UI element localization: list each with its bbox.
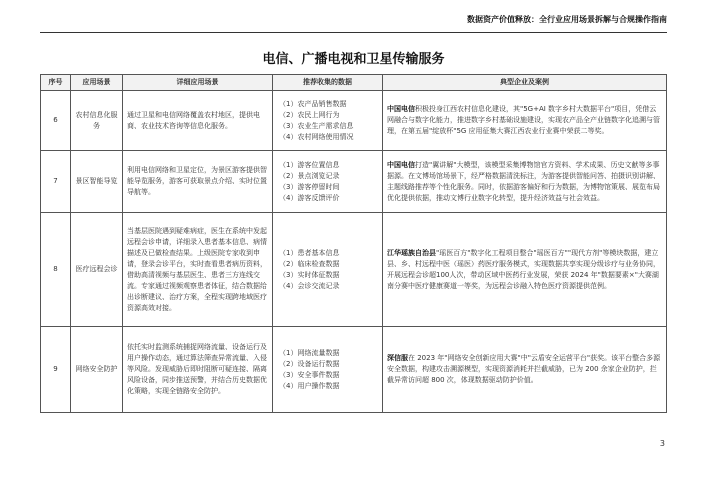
row-data-list bbox=[273, 151, 383, 213]
column-header-case: 典型企业及案例 bbox=[383, 75, 667, 91]
row-detail: 利用电信网络和卫星定位，为景区游客提供智能导览服务，游客可获取景点介绍、实时位置导航等。 bbox=[123, 151, 273, 213]
case-org: 江华瑶族自治县 bbox=[387, 248, 436, 257]
table-header-row bbox=[41, 75, 667, 91]
data-item: （4）用户操作数据 bbox=[279, 381, 340, 390]
data-item: （3）农业生产需求信息 bbox=[279, 121, 354, 130]
table-row bbox=[41, 91, 667, 151]
row-number: 6 bbox=[41, 91, 71, 151]
data-item: （1）患者基本信息 bbox=[279, 248, 340, 257]
case-text: "瑶医百方"数字化工程项目整合"瑶医百方""现代方剂"等模块数据，建立县、乡、村远程中医（瑶医）药医疗服务模式，实现数据共享实现分级诊疗与业务协同，开展远程会诊超100人次，带动区域中医药行业发展，荣获 2024 年"数据要素×"大赛湖南分赛中医疗健康赛道一等奖，为远程会诊融入特色医疗资源提供范例。 bbox=[387, 248, 660, 290]
case-text: 在 2023 年"网络安全创新应用大赛"中"云盾安全运营平台"获奖。该平台整合多源安全数据，构建攻击溯源模型，实现资源消耗并拦截威胁，已为 200 余家企业防护，拦截异常访问超 800 次，体现数据驱动防护价值。 bbox=[387, 354, 661, 384]
page-title: 电信、广播电视和卫星传输服务 bbox=[262, 52, 445, 67]
row-scene: 医疗远程会诊 bbox=[71, 213, 123, 327]
row-number: 8 bbox=[41, 213, 71, 327]
row-data-list bbox=[273, 327, 383, 413]
data-item: （2）临床检查数据 bbox=[279, 259, 340, 268]
data-item: （3）游客停留时间 bbox=[279, 182, 340, 191]
running-header bbox=[40, 12, 667, 33]
data-item: （2）景点浏览记录 bbox=[279, 171, 340, 180]
case-text: 积极投身江西农村信息化建设，其"5G+AI 数字乡村大数据平台"项目，凭借云网融合与数字化能力，推进数字乡村基础设施建设，实现农产品全产业链数字化追溯与管理，在第五届"绽放杯"5G 应用征集大赛江西农业行业赛中荣获二等奖。 bbox=[387, 105, 660, 135]
row-scene: 农村信息化服务 bbox=[71, 91, 123, 151]
column-header-num: 序号 bbox=[41, 75, 71, 91]
row-case bbox=[383, 327, 667, 413]
data-item: （1）游客位置信息 bbox=[279, 160, 340, 169]
row-number: 9 bbox=[41, 327, 71, 413]
column-header-scene: 应用场景 bbox=[71, 75, 123, 91]
row-case bbox=[383, 91, 667, 151]
data-item: （4）会诊交流记录 bbox=[279, 281, 340, 290]
row-data-list bbox=[273, 91, 383, 151]
data-item: （4）游客反馈评价 bbox=[279, 193, 340, 202]
data-item: （4）农村网络使用情况 bbox=[279, 132, 354, 141]
column-header-detail: 详细应用场景 bbox=[123, 75, 273, 91]
row-number: 7 bbox=[41, 151, 71, 213]
data-item: （2）设备运行数据 bbox=[279, 359, 340, 368]
row-scene: 网络安全防护 bbox=[71, 327, 123, 413]
row-detail: 当基层医院遇到疑难病症，医生在系统中发起远程会诊申请，详细录入患者基本信息、病情描述及已做检查结果。上级医院专家收到申请，登录会诊平台，实时查看患者病历资料，借助高清视频与基层医生、患者三方连线交流。专家通过视频观察患者体征，结合数据给出诊断建议、治疗方案，全程实现跨地域医疗资源高效对接。 bbox=[123, 213, 273, 327]
case-org: 中国电信 bbox=[387, 105, 415, 113]
data-item: （3）实时体征数据 bbox=[279, 270, 340, 279]
case-org: 中国电信 bbox=[387, 160, 415, 169]
data-item: （3）安全事件数据 bbox=[279, 370, 340, 379]
page-number: 3 bbox=[659, 439, 665, 448]
table-row bbox=[41, 327, 667, 413]
running-header-text: 数据资产价值释放：全行业应用场景拆解与合规操作指南 bbox=[467, 15, 667, 24]
column-header-data: 推荐收集的数据 bbox=[273, 75, 383, 91]
row-scene: 景区智能导览 bbox=[71, 151, 123, 213]
row-data-list bbox=[273, 213, 383, 327]
case-org: 深信服 bbox=[387, 354, 408, 362]
row-detail: 依托实时监测系统捕捉网络流量、设备运行及用户操作动态，通过算法筛查异常流量、入侵等风险。发现威胁后即时阻断可疑连接、隔离风险设备，同步推送预警，并结合历史数据优化策略，实现全链路安全防护。 bbox=[123, 327, 273, 413]
scenario-table bbox=[40, 74, 667, 413]
row-case bbox=[383, 151, 667, 213]
data-item: （2）农民上网行为 bbox=[279, 110, 340, 119]
row-detail: 通过卫星和电信网络覆盖农村地区，提供电商、农业技术咨询等信息化服务。 bbox=[123, 91, 273, 151]
row-case bbox=[383, 213, 667, 327]
table-row bbox=[41, 213, 667, 327]
data-item: （1）农产品销售数据 bbox=[279, 99, 347, 108]
data-item: （1）网络流量数据 bbox=[279, 348, 340, 357]
table-row bbox=[41, 151, 667, 213]
case-text: 打造"翼讲解"大模型，该模型采集博物馆官方资料、学术成果、历史文献等多事据源。在文博场馆场景下，经严格数据清洗标注，为游客提供智能问答、拍摄识别讲解、主题线路推荐等个性化服务。同时，依据游客偏好和行为数据，为博物馆策展、展览布局优化提供依据，推动文博行业数字化转型，提升经济效益与社会效益。 bbox=[387, 160, 660, 202]
